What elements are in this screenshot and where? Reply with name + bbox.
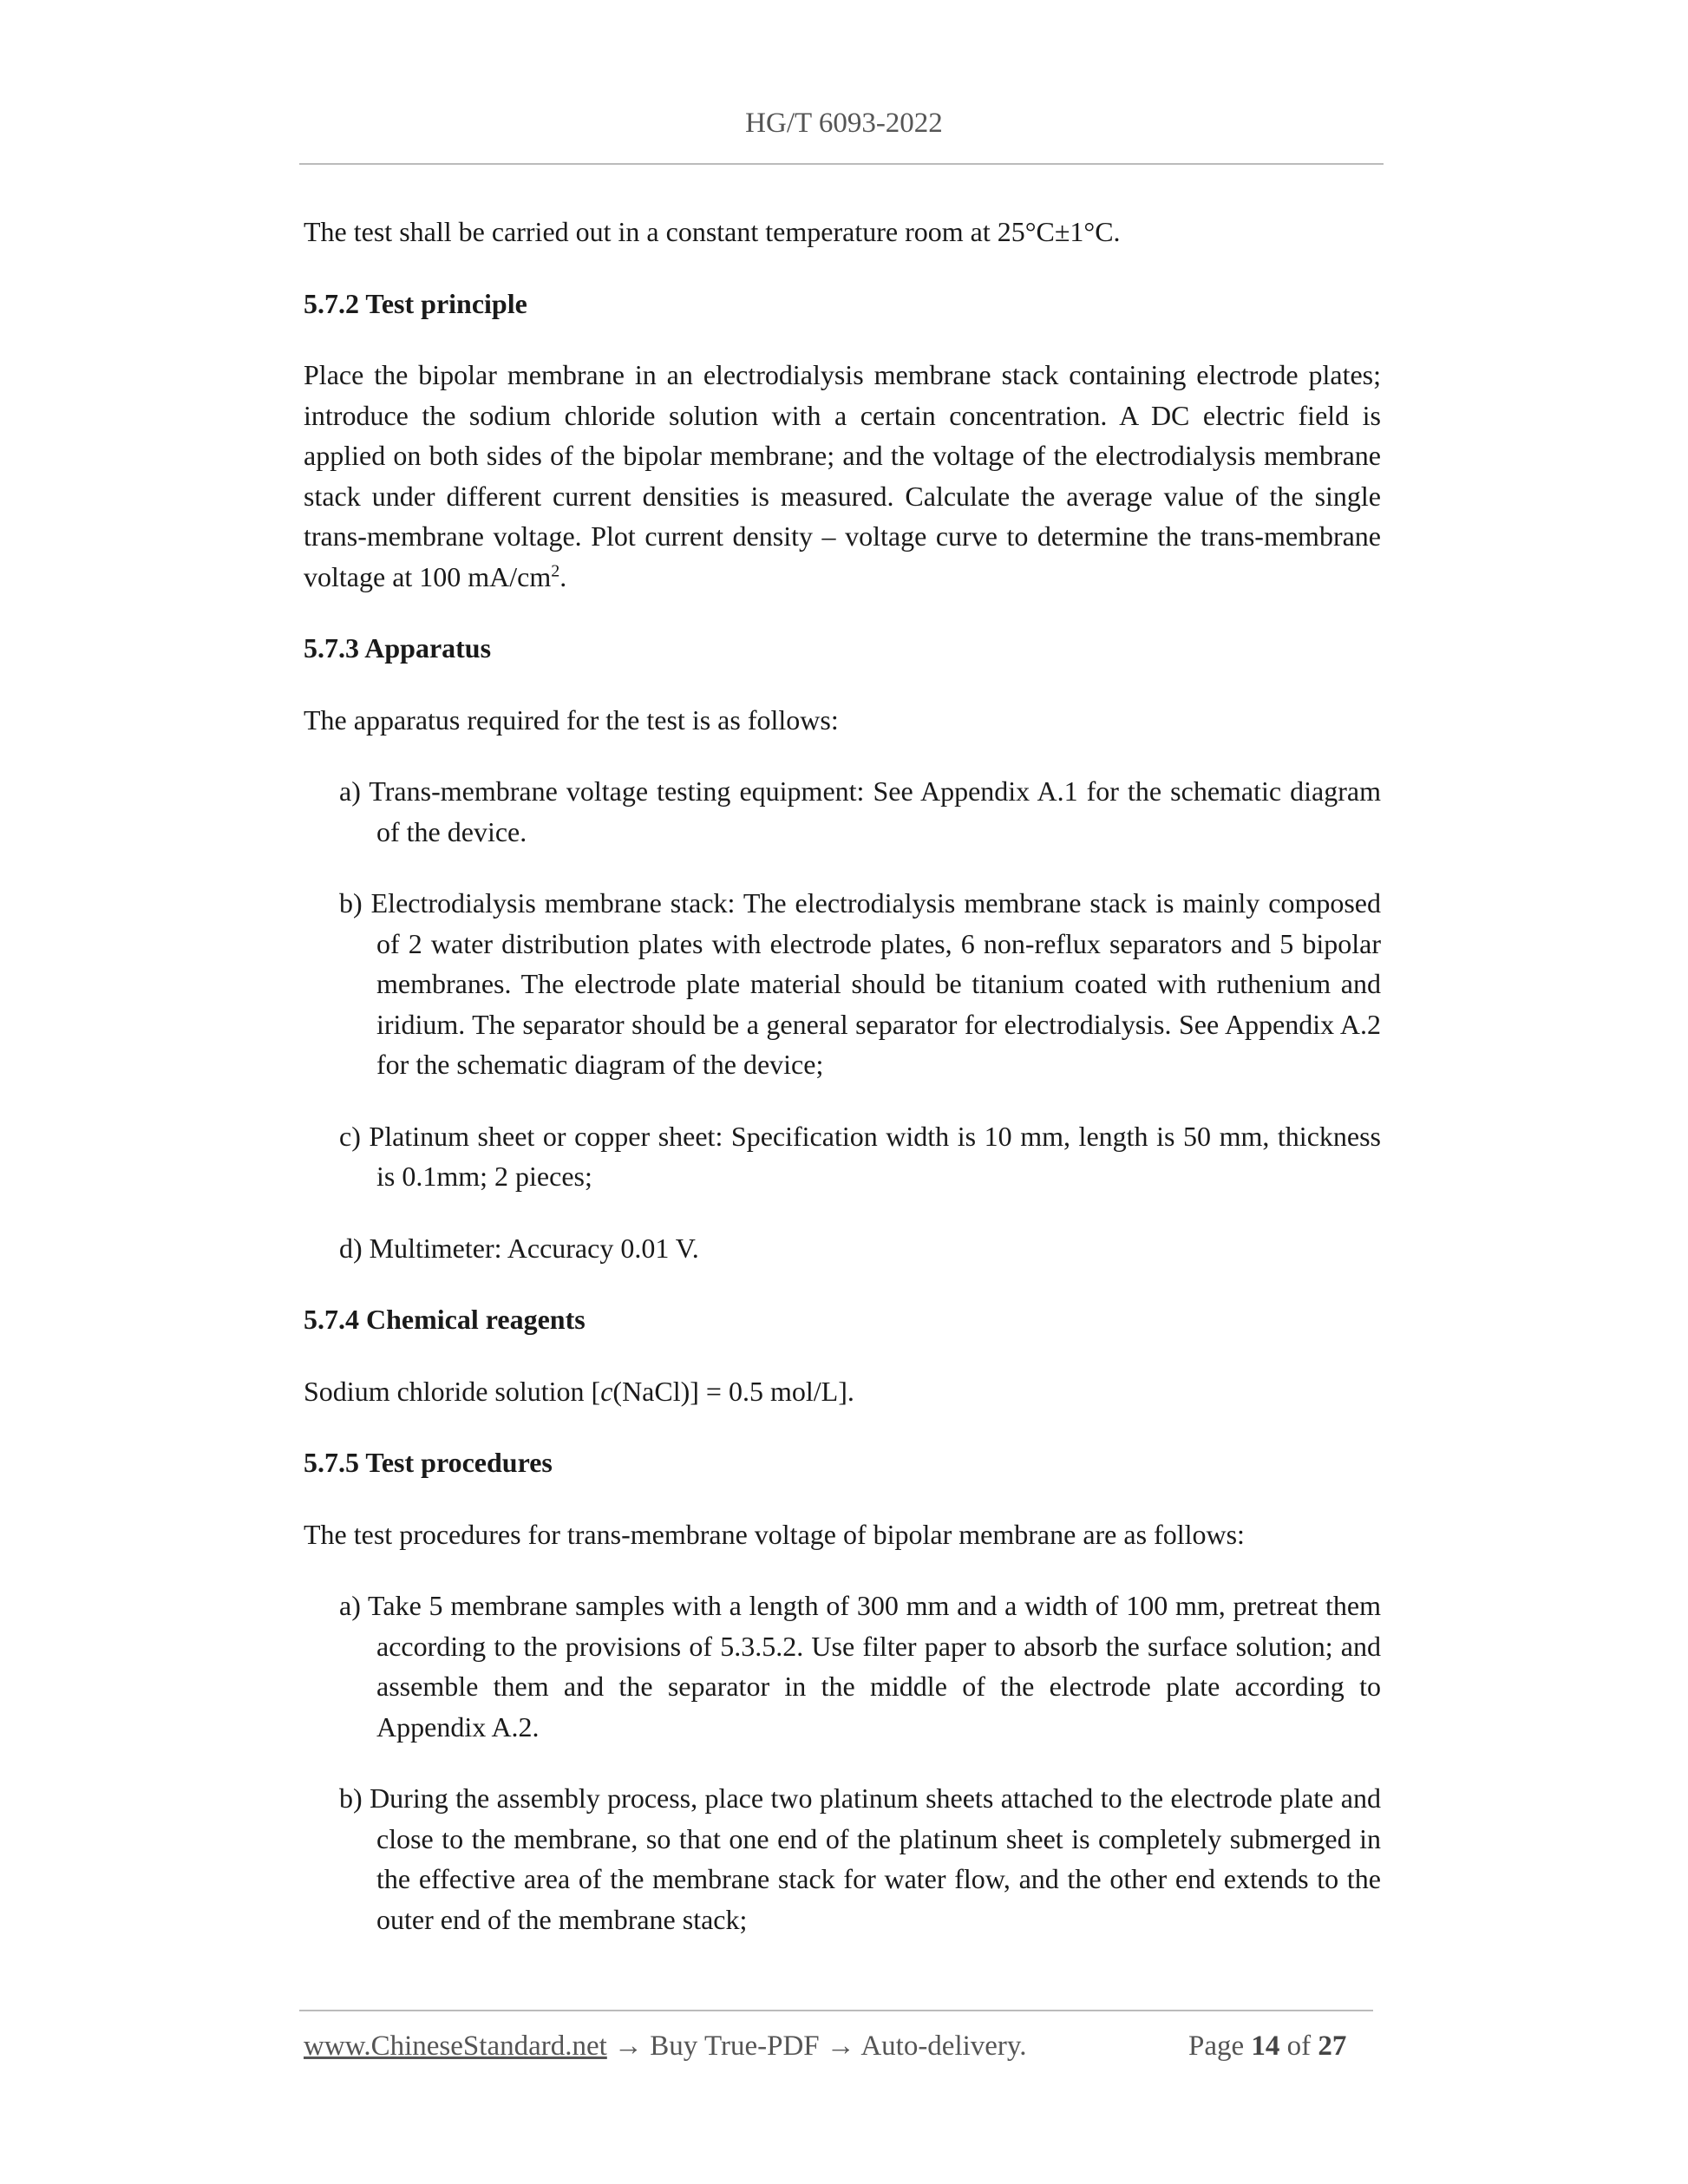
section-heading-5-7-5: 5.7.5 Test procedures — [304, 1447, 553, 1478]
principle-text: Place the bipolar membrane in an electrodialysis membrane stack containing electrode plates; introduce the sodium chloride solution with a certain concentration. A DC electric field is applied on both sides of the bipolar membrane; and the voltage of the electrodialysis membrane stack under different current densities is measured. Calculate the average value of the single trans-membrane voltage. Plot current density – voltage curve to determine the trans-membrane voltage at 100 mA/cm — [304, 359, 1381, 592]
page-label: Page — [1188, 2030, 1245, 2062]
apparatus-item-d: d) Multimeter: Accuracy 0.01 V. — [339, 1232, 699, 1264]
buy-pdf-text: Buy True-PDF — [650, 2030, 820, 2062]
apparatus-item-b: b) Electrodialysis membrane stack: The electrodialysis membrane stack is mainly composed of 2 water distribution plates with electrode plates, 6 non-reflux separators and 5 bipolar membranes. The electrode plate material should be titanium coated with ruthenium and iridium. The separator should be a general separator for electrodialysis. See Appendix A.2 for the schematic diagram of the device; — [339, 887, 1381, 1080]
procedures-lead: The test procedures for trans-membrane voltage of bipolar membrane are as follows: — [304, 1518, 1245, 1550]
auto-delivery-text: Auto-delivery. — [860, 2030, 1027, 2062]
apparatus-lead: The apparatus required for the test is as follows: — [304, 703, 839, 736]
page-body — [304, 212, 1381, 1939]
principle-end: . — [559, 560, 567, 592]
footer-promo — [304, 2030, 1027, 2063]
document-code-header: HG/T 6093-2022 — [745, 108, 943, 139]
site-link[interactable]: www.ChineseStandard.net — [304, 2030, 607, 2062]
reagent-italic-c: c — [600, 1375, 613, 1407]
reagent-pre: Sodium chloride solution [ — [304, 1375, 601, 1407]
page-counter — [1188, 2030, 1346, 2063]
principle-paragraph — [304, 355, 1381, 597]
footer-divider — [299, 2010, 1373, 2011]
header-divider — [299, 163, 1384, 165]
procedure-item-b: b) During the assembly process, place two platinum sheets attached to the electrode plate and close to the membrane, so that one end of the platinum sheet is completely submerged in the effective area of the membrane stack for water flow, and the other end extends to the outer end of the membrane stack; — [339, 1782, 1381, 1935]
section-heading-5-7-4: 5.7.4 Chemical reagents — [304, 1304, 586, 1335]
section-heading-5-7-2: 5.7.2 Test principle — [304, 287, 527, 319]
reagent-paragraph — [304, 1371, 1381, 1412]
page-number: 14 — [1251, 2030, 1280, 2062]
apparatus-item-a: a) Trans-membrane voltage testing equipment: See Appendix A.1 for the schematic diagram of the device. — [339, 775, 1381, 847]
page-total: 27 — [1318, 2030, 1347, 2062]
section-heading-5-7-3: 5.7.3 Apparatus — [304, 632, 492, 664]
arrow-right-icon: → — [826, 2030, 855, 2062]
intro-paragraph: The test shall be carried out in a constant temperature room at 25°C±1°C. — [304, 216, 1121, 247]
reagent-post: (NaCl)] = 0.5 mol/L]. — [612, 1375, 854, 1407]
of-label: of — [1286, 2030, 1312, 2062]
superscript-2: 2 — [551, 560, 560, 580]
apparatus-item-c: c) Platinum sheet or copper sheet: Specification width is 10 mm, length is 50 mm, thickness is 0.1mm; 2 pieces; — [339, 1120, 1381, 1192]
procedure-item-a: a) Take 5 membrane samples with a length of 300 mm and a width of 100 mm, pretreat them according to the provisions of 5.3.5.2. Use filter paper to absorb the surface solution; and assemble them and the separator in the middle of the electrode plate according to Appendix A.2. — [339, 1590, 1381, 1743]
arrow-right-icon: → — [614, 2030, 644, 2062]
